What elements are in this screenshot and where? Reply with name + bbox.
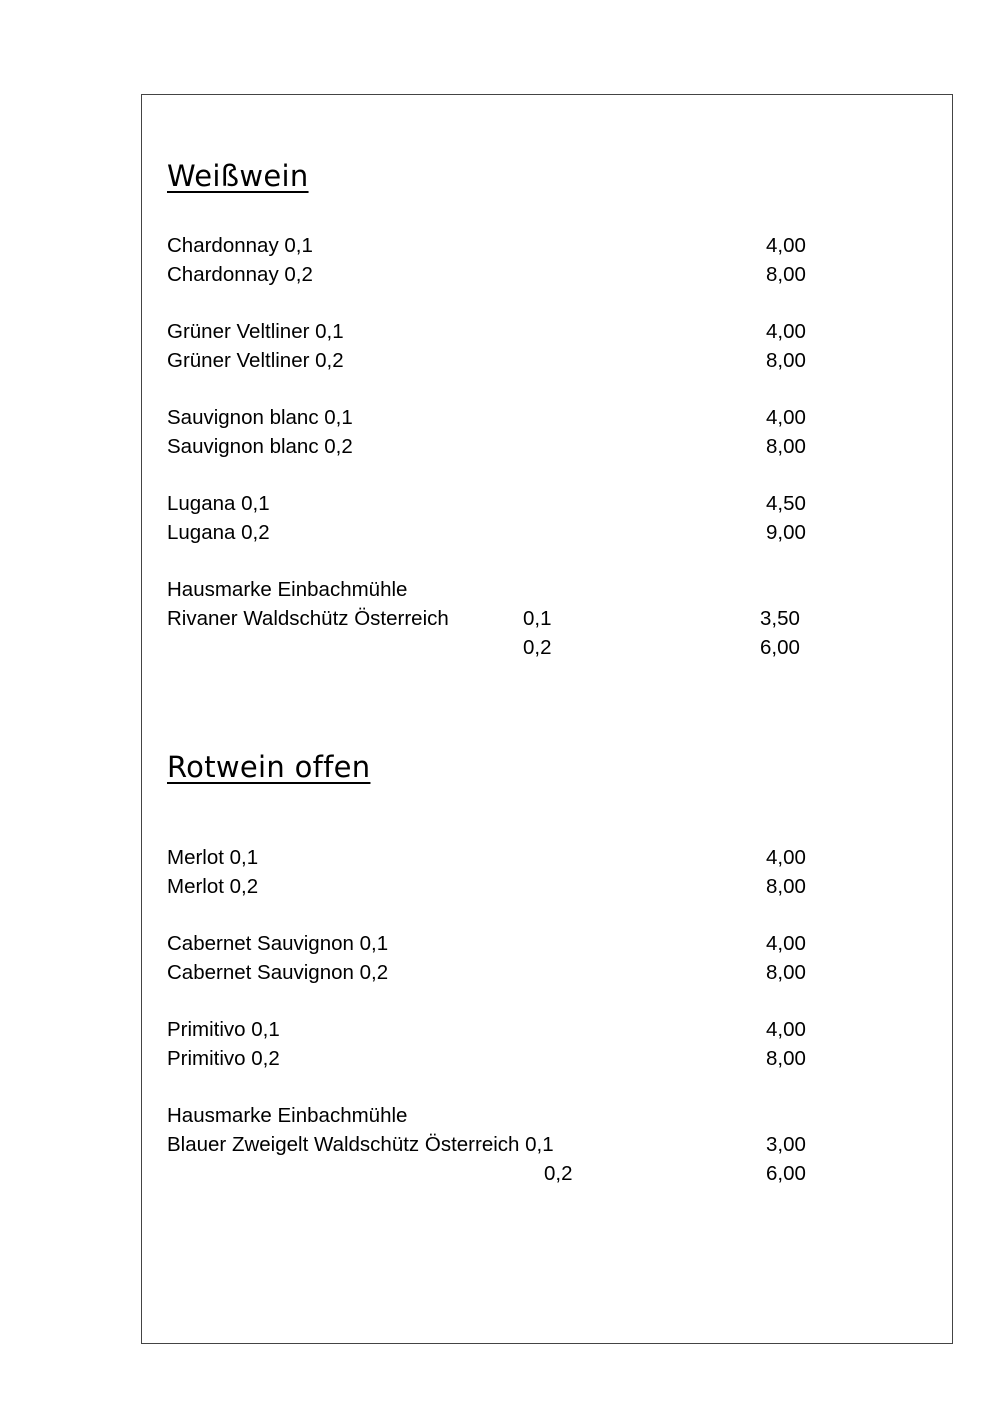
house-wine-size: 0,2 [544, 1162, 573, 1185]
menu-item-name: Grüner Veltliner 0,2 [167, 349, 344, 372]
menu-item-price: 8,00 [766, 349, 806, 372]
menu-item-name: Sauvignon blanc 0,2 [167, 435, 353, 458]
menu-item-name: Chardonnay 0,2 [167, 263, 313, 286]
menu-item-price: 4,00 [766, 406, 806, 429]
menu-item-name: Merlot 0,1 [167, 846, 259, 869]
menu-item-price: 9,00 [766, 521, 806, 544]
menu-item-name: Merlot 0,2 [167, 875, 259, 898]
menu-item-price: 4,00 [766, 234, 806, 257]
menu-item-name: Primitivo 0,1 [167, 1018, 280, 1041]
menu-item-name: Chardonnay 0,1 [167, 234, 313, 257]
menu-item-name: Cabernet Sauvignon 0,2 [167, 961, 389, 984]
menu-item-name: Primitivo 0,2 [167, 1047, 280, 1070]
house-wine-size: 0,2 [523, 636, 552, 659]
menu-item-price: 8,00 [766, 875, 806, 898]
menu-item-price: 8,00 [766, 1047, 806, 1070]
house-wine-price: 3,00 [766, 1133, 806, 1156]
house-wine-name: Blauer Zweigelt Waldschütz Österreich 0,1 [167, 1133, 554, 1156]
house-wine-name: Rivaner Waldschütz Österreich [167, 607, 449, 630]
house-brand-label: Hausmarke Einbachmühle [167, 1104, 408, 1127]
house-wine-price: 6,00 [766, 1162, 806, 1185]
house-wine-price: 6,00 [760, 636, 800, 659]
menu-item-price: 4,00 [766, 320, 806, 343]
menu-item-name: Sauvignon blanc 0,1 [167, 406, 353, 429]
menu-item-name: Lugana 0,1 [167, 492, 270, 515]
menu-item-name: Lugana 0,2 [167, 521, 270, 544]
section-title-red-wine: Rotwein offen [167, 750, 371, 784]
menu-item-name: Grüner Veltliner 0,1 [167, 320, 344, 343]
menu-item-price: 4,00 [766, 1018, 806, 1041]
menu-item-price: 8,00 [766, 263, 806, 286]
section-title-white-wine: Weißwein [167, 159, 309, 193]
house-wine-size: 0,1 [523, 607, 552, 630]
menu-item-price: 4,00 [766, 932, 806, 955]
menu-item-price: 8,00 [766, 435, 806, 458]
menu-item-price: 4,50 [766, 492, 806, 515]
menu-item-name: Cabernet Sauvignon 0,1 [167, 932, 389, 955]
house-wine-price: 3,50 [760, 607, 800, 630]
menu-item-price: 8,00 [766, 961, 806, 984]
menu-item-price: 4,00 [766, 846, 806, 869]
house-brand-label: Hausmarke Einbachmühle [167, 578, 408, 601]
